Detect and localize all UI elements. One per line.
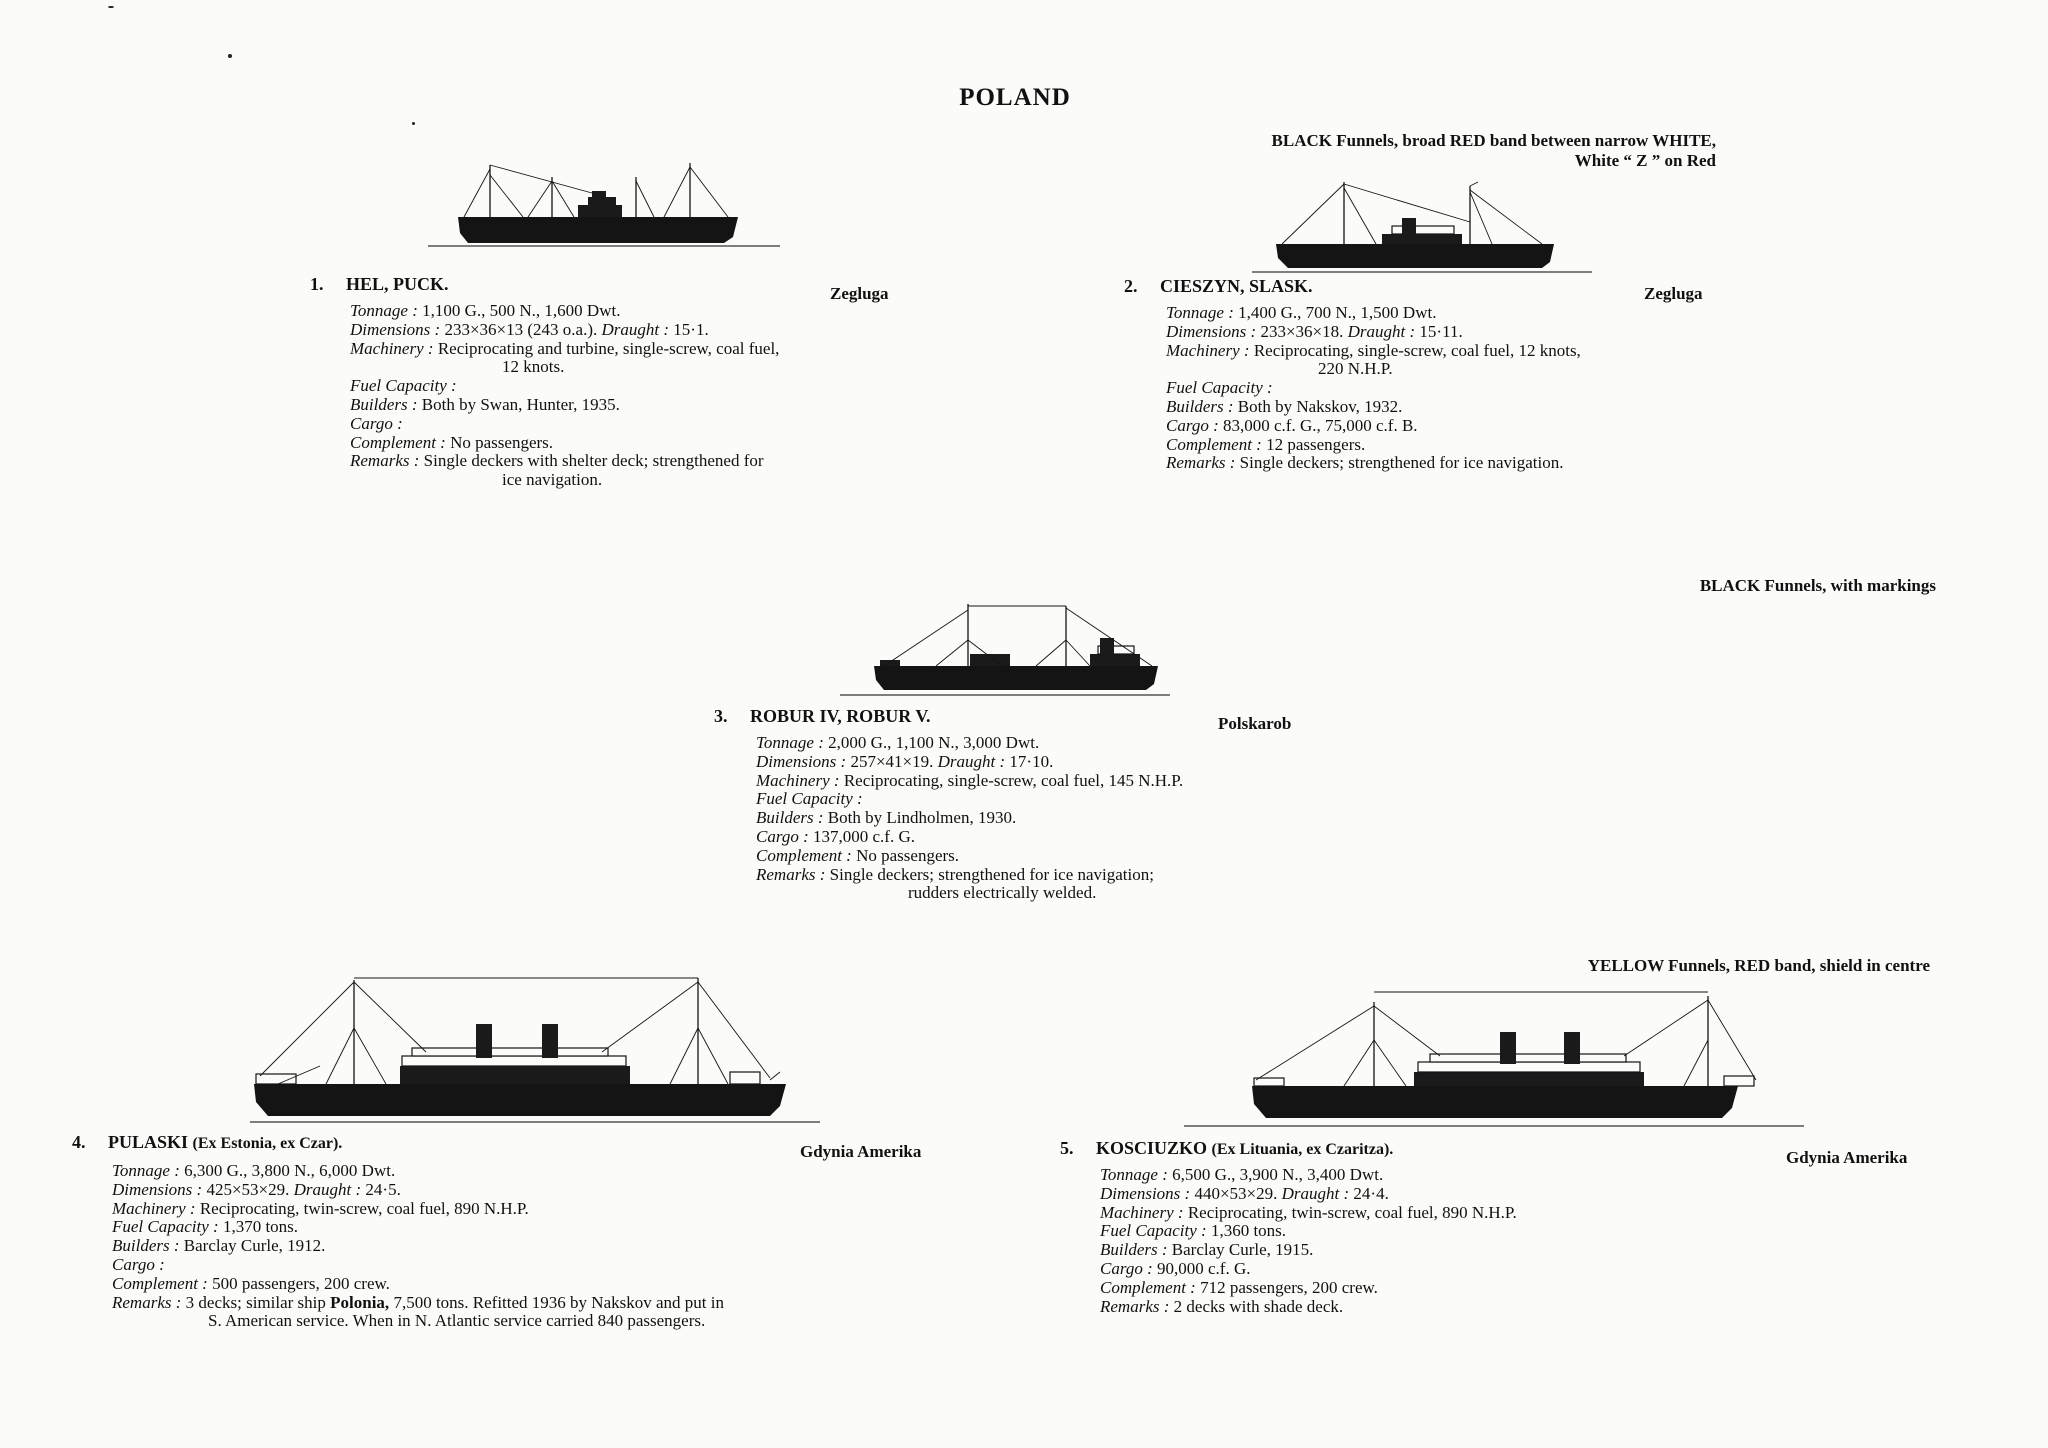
spec-dimensions: Dimensions : 257×41×19. Draught : 17·10. bbox=[756, 751, 1054, 771]
spec-dimensions: Dimensions : 425×53×29. Draught : 24·5. bbox=[112, 1179, 401, 1199]
ship-1-heading bbox=[310, 274, 449, 295]
ship-1-specs bbox=[350, 302, 779, 490]
spec-tonnage: Tonnage : 2,000 G., 1,100 N., 3,000 Dwt. bbox=[756, 733, 1040, 752]
spec-remarks: Remarks : 3 decks; similar ship Polonia, 7,500 tons. Refitted 1936 by Nakskov and put in bbox=[112, 1292, 724, 1312]
ship-2-name: CIESZYN, SLASK. bbox=[1160, 276, 1313, 296]
spec-tonnage: Tonnage : 6,300 G., 3,800 N., 6,000 Dwt. bbox=[112, 1161, 396, 1180]
funnel-line-2: White “ Z ” on Red bbox=[1574, 151, 1716, 170]
spec-cargo: Cargo : 137,000 c.f. G. bbox=[756, 826, 915, 846]
ship-2-silhouette bbox=[1252, 178, 1592, 276]
zegluga-funnel-description bbox=[1272, 131, 1716, 171]
spec-machinery: Machinery : Reciprocating, single-screw, coal fuel, 12 knots, bbox=[1166, 340, 1581, 360]
ship-3-name: ROBUR IV, ROBUR V. bbox=[750, 706, 931, 726]
ship-5-former-names: (Ex Lituania, ex Czaritza). bbox=[1211, 1141, 1394, 1158]
ship-4-owner: Gdynia Amerika bbox=[800, 1142, 922, 1161]
ship-3-specs bbox=[756, 734, 1183, 903]
ship-5-owner: Gdynia Amerika bbox=[1786, 1148, 1908, 1167]
spec-machinery-cont: 220 N.H.P. bbox=[1318, 359, 1393, 379]
funnel-line-1: BLACK Funnels, broad RED band between narrow WHITE, bbox=[1271, 131, 1716, 150]
spec-cargo: Cargo : bbox=[350, 413, 403, 433]
ship-4-heading bbox=[72, 1132, 342, 1153]
spec-builders: Builders : Both by Swan, Hunter, 1935. bbox=[350, 394, 620, 414]
spec-remarks-cont: ice navigation. bbox=[502, 470, 603, 490]
spec-remarks: Remarks : Single deckers with shelter deck; strengthened for bbox=[350, 451, 764, 471]
ship-4-name: PULASKI bbox=[108, 1132, 189, 1152]
spec-tonnage: Tonnage : 1,100 G., 500 N., 1,600 Dwt. bbox=[350, 301, 621, 320]
spec-builders: Builders : Barclay Curle, 1915. bbox=[1100, 1240, 1314, 1260]
ship-5-specs bbox=[1100, 1166, 1517, 1316]
ship-1-owner: Zegluga bbox=[830, 284, 889, 303]
ship-3-owner: Polskarob bbox=[1218, 714, 1292, 733]
spec-complement: Complement : 500 passengers, 200 crew. bbox=[112, 1273, 390, 1293]
ship-3-heading bbox=[714, 706, 931, 727]
ship-5-name: KOSCIUZKO bbox=[1096, 1138, 1208, 1158]
print-speck bbox=[412, 122, 415, 125]
ship-1-name: HEL, PUCK. bbox=[346, 274, 449, 294]
ship-4-number: 4. bbox=[72, 1132, 86, 1152]
spec-tonnage: Tonnage : 6,500 G., 3,900 N., 3,400 Dwt. bbox=[1100, 1165, 1384, 1184]
spec-builders: Builders : Barclay Curle, 1912. bbox=[112, 1236, 326, 1256]
spec-fuel: Fuel Capacity : 1,370 tons. bbox=[112, 1217, 299, 1237]
polskarob-funnel-description: BLACK Funnels, with markings bbox=[1699, 576, 1936, 595]
spec-remarks: Remarks : 2 decks with shade deck. bbox=[1100, 1296, 1344, 1316]
spec-complement: Complement : No passengers. bbox=[350, 432, 554, 452]
spec-builders: Builders : Both by Lindholmen, 1930. bbox=[756, 808, 1017, 828]
spec-builders: Builders : Both by Nakskov, 1932. bbox=[1166, 396, 1403, 416]
print-speck bbox=[108, 6, 114, 8]
ship-4-silhouette bbox=[250, 968, 820, 1128]
spec-fuel: Fuel Capacity : 1,360 tons. bbox=[1100, 1221, 1287, 1241]
ship-5-silhouette bbox=[1184, 984, 1804, 1134]
spec-machinery: Machinery : Reciprocating and turbine, single-screw, coal fuel, bbox=[350, 338, 780, 358]
page-title: POLAND bbox=[959, 84, 1071, 111]
print-speck bbox=[228, 54, 232, 58]
spec-dimensions: Dimensions : 233×36×18. Draught : 15·11. bbox=[1166, 321, 1463, 341]
spec-machinery: Machinery : Reciprocating, single-screw, coal fuel, 145 N.H.P. bbox=[756, 770, 1184, 790]
spec-cargo: Cargo : 83,000 c.f. G., 75,000 c.f. B. bbox=[1166, 415, 1418, 435]
ship-2-heading bbox=[1124, 276, 1313, 297]
gdynia-funnel-description: YELLOW Funnels, RED band, shield in centre bbox=[1587, 956, 1930, 975]
spec-fuel: Fuel Capacity : bbox=[350, 376, 457, 396]
spec-machinery: Machinery : Reciprocating, twin-screw, coal fuel, 890 N.H.P. bbox=[1100, 1202, 1517, 1222]
spec-fuel: Fuel Capacity : bbox=[756, 789, 863, 809]
spec-remarks-cont: S. American service. When in N. Atlantic service carried 840 passengers. bbox=[208, 1311, 706, 1331]
ship-2-owner: Zegluga bbox=[1644, 284, 1703, 303]
ship-3-silhouette bbox=[840, 600, 1170, 700]
ship-1-number: 1. bbox=[310, 274, 324, 294]
spec-remarks: Remarks : Single deckers; strengthened for ice navigation. bbox=[1166, 453, 1564, 473]
spec-dimensions: Dimensions : 440×53×29. Draught : 24·4. bbox=[1100, 1183, 1389, 1203]
spec-fuel: Fuel Capacity : bbox=[1166, 378, 1273, 398]
ship-3-number: 3. bbox=[714, 706, 728, 726]
spec-machinery: Machinery : Reciprocating, twin-screw, coal fuel, 890 N.H.P. bbox=[112, 1198, 529, 1218]
similar-ship-name: Polonia, bbox=[330, 1292, 390, 1312]
spec-complement: Complement : 712 passengers, 200 crew. bbox=[1100, 1277, 1378, 1297]
spec-machinery-cont: 12 knots. bbox=[502, 357, 565, 377]
ship-5-heading bbox=[1060, 1138, 1393, 1159]
spec-cargo: Cargo : 90,000 c.f. G. bbox=[1100, 1258, 1251, 1278]
spec-tonnage: Tonnage : 1,400 G., 700 N., 1,500 Dwt. bbox=[1166, 303, 1437, 322]
spec-remarks: Remarks : Single deckers; strengthened for ice navigation; bbox=[756, 864, 1154, 884]
ship-4-former-names: (Ex Estonia, ex Czar). bbox=[192, 1135, 343, 1152]
spec-cargo: Cargo : bbox=[112, 1254, 165, 1274]
ship-1-silhouette bbox=[428, 155, 788, 250]
spec-complement: Complement : 12 passengers. bbox=[1166, 434, 1366, 454]
ship-4-specs bbox=[112, 1162, 724, 1331]
spec-dimensions: Dimensions : 233×36×13 (243 o.a.). Draught : 15·1. bbox=[350, 319, 709, 339]
ship-5-number: 5. bbox=[1060, 1138, 1074, 1158]
spec-remarks-cont: rudders electrically welded. bbox=[908, 883, 1097, 903]
ship-2-specs bbox=[1166, 304, 1581, 473]
ship-2-number: 2. bbox=[1124, 276, 1138, 296]
spec-complement: Complement : No passengers. bbox=[756, 845, 960, 865]
